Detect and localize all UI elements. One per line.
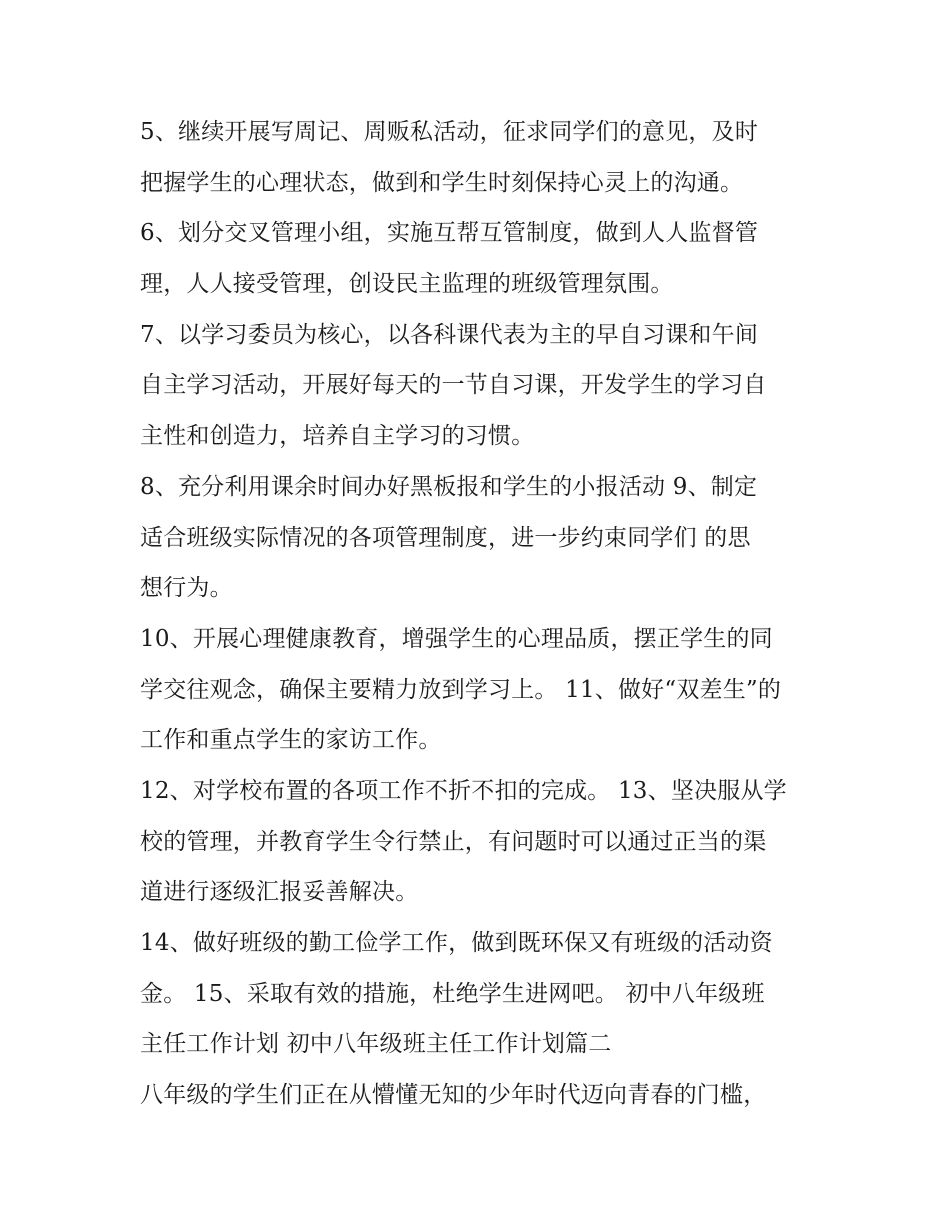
text-line: 校的管理，并教育学生令行禁止，有问题时可以通过正当的渠 bbox=[140, 828, 767, 855]
text-line: 主任工作计划 初中八年级班主任工作计划篇二 bbox=[140, 1031, 612, 1058]
text-line: 6、划分交叉管理小组，实施互帮互管制度，做到人人监督管 bbox=[140, 220, 759, 247]
text-line: 道进行逐级汇报妥善解决。 bbox=[140, 879, 419, 906]
text-line: 工作和重点学生的家访工作。 bbox=[140, 727, 442, 754]
text-line: 10、开展心理健康教育，增强学生的心理品质，摆正学生的同 bbox=[140, 625, 773, 652]
text-line: 金。 15、采取有效的措施，杜绝学生进网吧。 初中八年级班 bbox=[140, 980, 765, 1007]
text-line: 7、以学习委员为核心，以各科课代表为主的早自习课和午间 bbox=[140, 321, 759, 348]
text-line: 8、充分利用课余时间办好黑板报和学生的小报活动 9、制定 bbox=[140, 473, 758, 500]
text-line: 把握学生的心理状态，做到和学生时刻保持心灵上的沟通。 bbox=[140, 169, 744, 196]
text-line: 理，人人接受管理，创设民主监理的班级管理氛围。 bbox=[140, 271, 674, 298]
body-text bbox=[140, 107, 820, 1121]
text-line: 12、对学校布置的各项工作不折不扣的完成。 13、坚决服从学 bbox=[140, 777, 787, 804]
text-line: 主性和创造力，培养自主学习的习惯。 bbox=[140, 423, 535, 450]
text-line: 想行为。 bbox=[140, 575, 233, 602]
text-line: 5、继续开展写周记、周贩私活动，征求同学们的意见，及时 bbox=[140, 119, 759, 145]
text-line: 14、做好班级的勤工俭学工作，做到既环保又有班级的活动资 bbox=[140, 930, 773, 956]
text-line: 自主学习活动，开展好每天的一节自习课，开发学生的学习自 bbox=[140, 372, 767, 399]
text-line: 八年级的学生们正在从懵懂无知的少年时代迈向青春的门槛， bbox=[140, 1082, 767, 1109]
text-line: 适合班级实际情况的各项管理制度，进一步约束同学们 的思 bbox=[140, 524, 751, 551]
text-line: 学交往观念，确保主要精力放到学习上。 11、做好“双差生”的 bbox=[140, 676, 782, 703]
